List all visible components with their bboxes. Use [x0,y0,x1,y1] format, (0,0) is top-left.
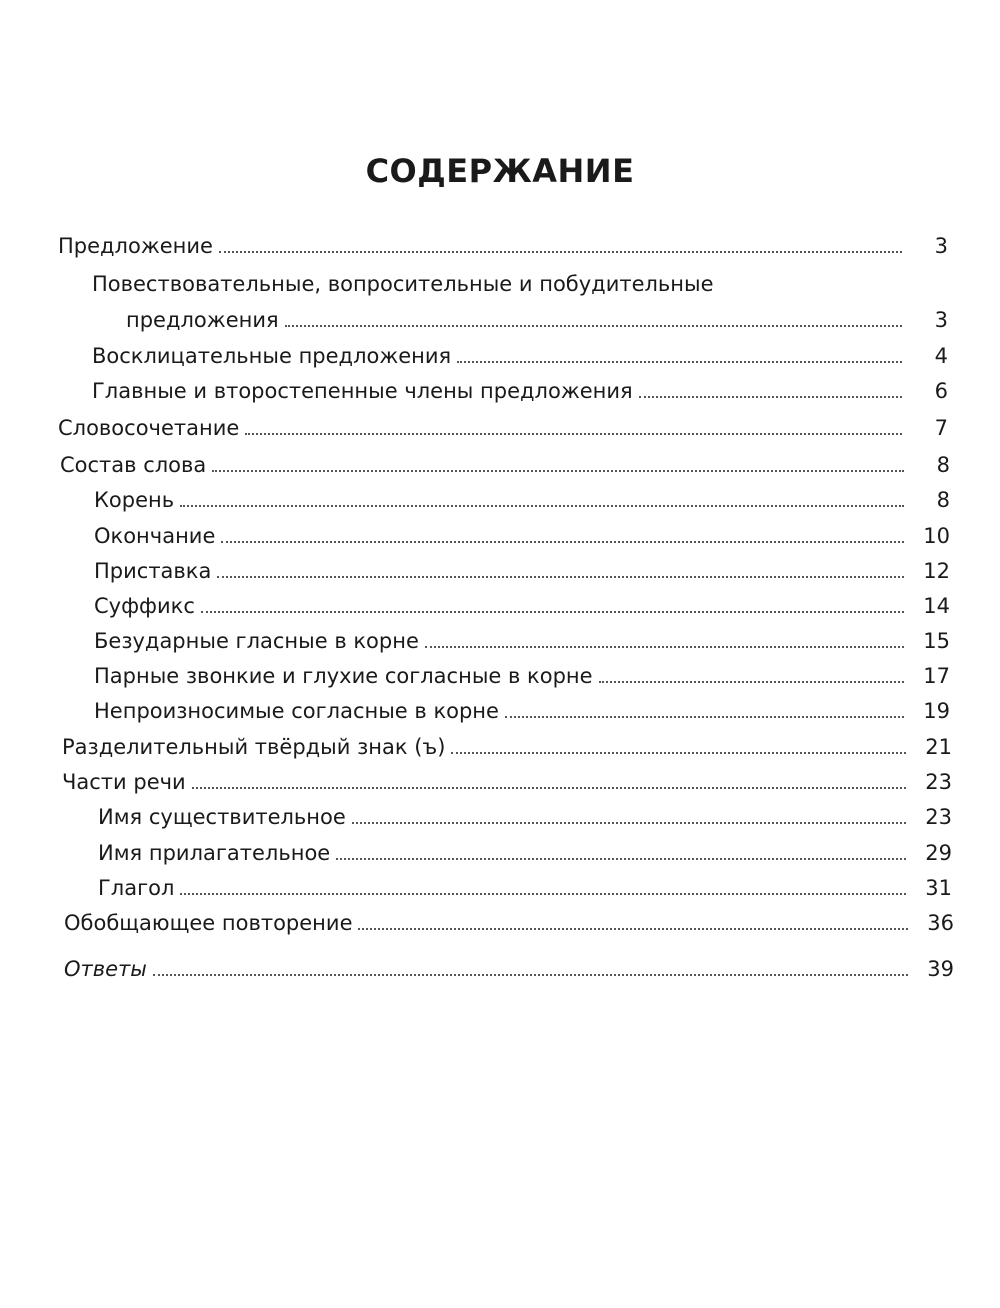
dot-leader [352,822,906,824]
toc-entry-page: 17 [923,664,950,688]
dot-leader [425,646,904,648]
toc-entry-label: Разделительный твёрдый знак (ъ) [62,735,446,759]
toc-entry-page: 23 [925,770,952,794]
toc-entry-label: Обобщающее повторение [64,911,353,935]
toc-entry-page: 12 [923,559,950,583]
toc-entry[interactable] [126,306,948,334]
page-title: СОДЕРЖАНИЕ [365,152,635,190]
toc-entry-label-line1: Повествовательные, вопросительные и побудительные [92,272,714,296]
toc-entry-label: Приставка [94,559,212,583]
toc-entry[interactable] [92,342,948,370]
dot-leader [180,893,906,895]
toc-entry-label: Парные звонкие и глухие согласные в корне [94,664,593,688]
toc-entry-label: Окончание [94,524,216,548]
toc-entry[interactable] [62,768,952,796]
toc-entry-label: предложения [126,308,279,332]
toc-entry[interactable] [94,662,950,690]
toc-entry[interactable] [60,451,950,479]
toc-entry[interactable] [94,592,950,620]
dot-leader [358,928,908,930]
toc-entry[interactable] [58,232,948,260]
toc-entry-page: 14 [923,594,950,618]
toc-entry-page: 6 [934,379,948,403]
toc-entry[interactable] [92,377,948,405]
toc-entry-page: 8 [936,453,950,477]
toc-entry-page: 31 [925,876,952,900]
toc-entry-page: 23 [925,805,952,829]
toc-entry[interactable] [94,557,950,585]
toc-entry[interactable] [64,955,954,983]
toc-entry[interactable] [94,486,950,514]
toc-entry-label: Имя существительное [98,805,346,829]
dot-leader [212,470,904,472]
toc-entry-label: Предложение [58,234,213,258]
toc-entry-page: 15 [923,629,950,653]
toc-entry[interactable] [98,803,952,831]
toc-entry[interactable] [64,909,954,937]
dot-leader [245,433,902,435]
dot-leader [221,541,904,543]
toc-entry-label: Безударные гласные в корне [94,629,419,653]
toc-entry-label: Восклицательные предложения [92,344,452,368]
toc-entry-label: Глагол [98,876,175,900]
toc-entry-page: 3 [934,234,948,258]
dot-leader [153,974,908,976]
toc-entry[interactable] [98,874,952,902]
toc-entry[interactable] [98,839,952,867]
toc-entry-label: Корень [94,488,175,512]
toc-entry-page: 3 [934,308,948,332]
toc-entry-page: 36 [927,911,954,935]
dot-leader [451,752,906,754]
toc-entry[interactable] [94,627,950,655]
toc-entry-label: Непроизносимые согласные в корне [94,699,499,723]
dot-leader [599,681,904,683]
toc-entry-page: 29 [925,841,952,865]
toc-entry[interactable] [94,697,950,725]
toc-entry-label: Ответы [64,957,147,981]
dot-leader [336,858,906,860]
dot-leader [639,396,902,398]
dot-leader [219,251,902,253]
toc-entry-page: 10 [923,524,950,548]
dot-leader [285,325,902,327]
dot-leader [192,787,906,789]
dot-leader [201,611,904,613]
dot-leader [505,716,904,718]
toc-entry[interactable] [94,522,950,550]
toc-entry-label: Состав слова [60,453,207,477]
dot-leader [180,505,904,507]
toc-entry[interactable] [62,733,952,761]
toc-entry-page: 39 [927,957,954,981]
toc-entry-page: 7 [934,416,948,440]
toc-entry-page: 4 [934,344,948,368]
toc-entry[interactable] [58,414,948,442]
dot-leader [217,576,904,578]
toc-entry-label: Имя прилагательное [98,841,331,865]
toc-entry-label: Части речи [62,770,186,794]
toc-entry-label: Главные и второстепенные члены предложения [92,379,633,403]
toc-entry-label: Суффикс [94,594,195,618]
dot-leader [457,361,902,363]
toc-entry-label: Словосочетание [58,416,240,440]
toc-entry-page: 21 [925,735,952,759]
toc-entry-page: 8 [936,488,950,512]
toc-entry-page: 19 [923,699,950,723]
